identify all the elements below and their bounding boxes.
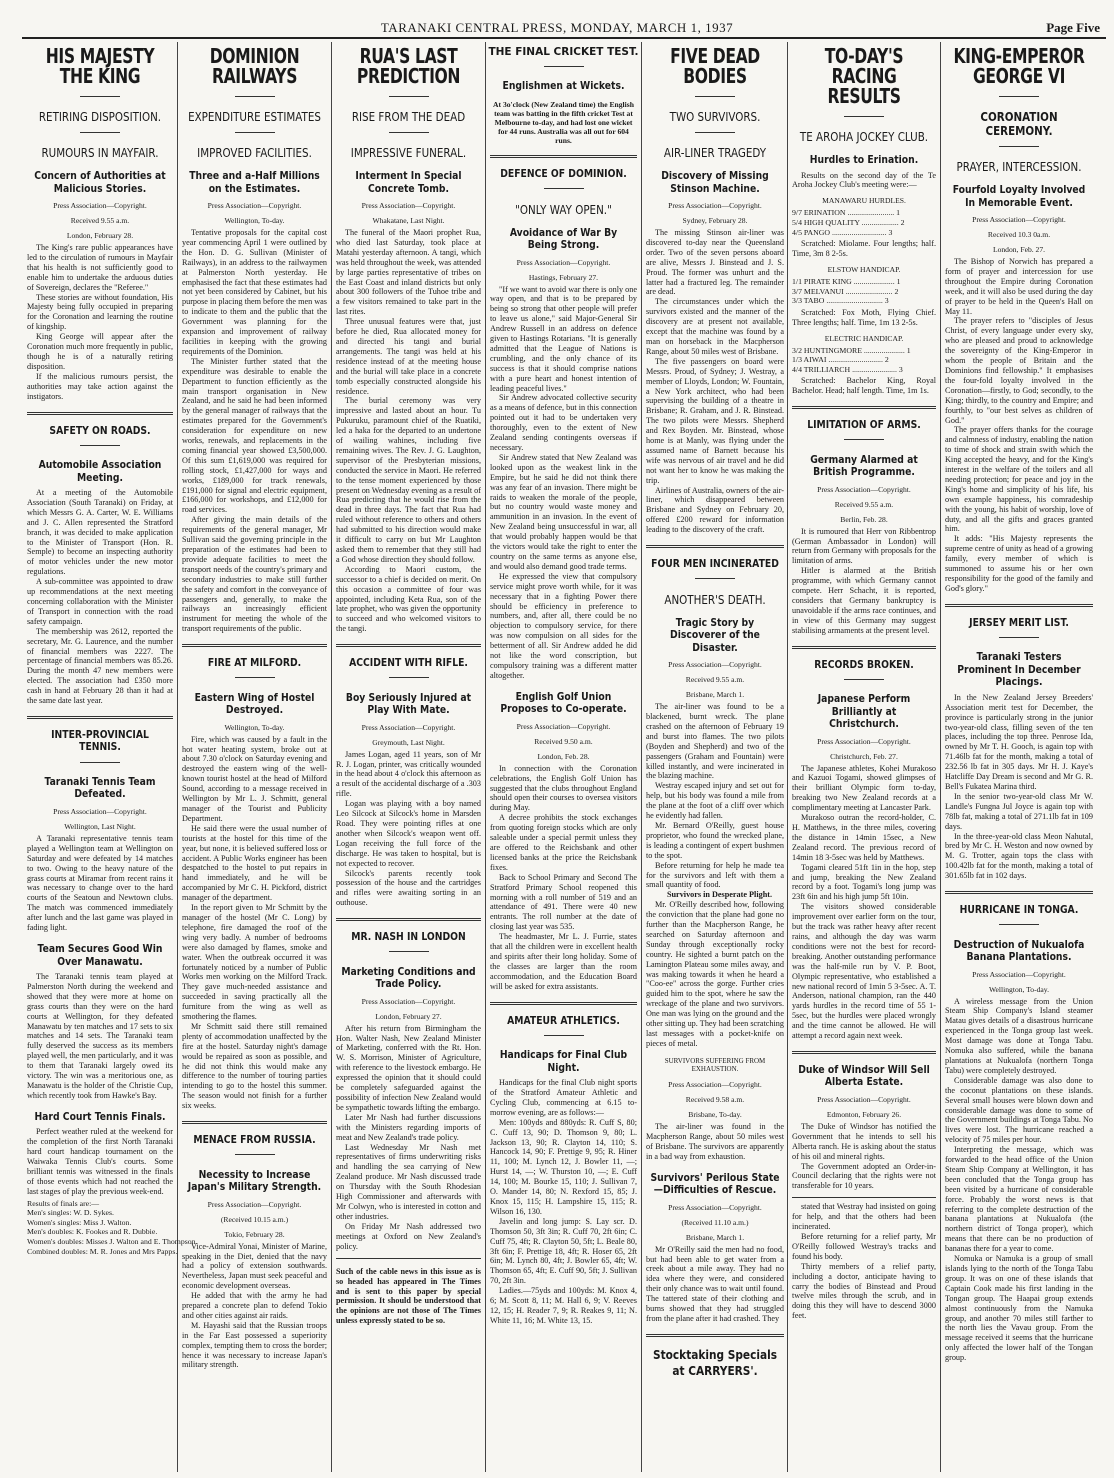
- column-7: [945, 42, 1093, 1472]
- paragraph: Sir Andrew advocated collective security as a means of defence, but in this connection pointed out it had to be undertaken very thoroughly, even to the extent of New Zealand sending contingents overseas if necessary.: [490, 393, 637, 452]
- headline: DEFENCE OF DOMINION.: [500, 168, 627, 180]
- divider: [182, 1151, 327, 1159]
- paragraph: Airlines of Australia, owners of the air-liner, which disappeared between Brisbane and Sydney on February 20, offered £200 reward for information leading to the discovery of the craft.: [646, 485, 784, 535]
- paragraph: He expressed the view that compulsory service might prove worth while, for it was necessary that in a fighting Power there should be efficiency in preference to numbers, and, after all, there could be no objection to compulsory service, for there was now compulsion on all sides for the betterment of all. Sir Andrew added he did not like the word conscription, but compulsory training was a different matter altogether.: [490, 571, 637, 680]
- byline: London, Feb. 28.: [537, 751, 590, 761]
- headline: THE FINAL CRICKET TEST.: [488, 46, 639, 58]
- paragraph: The Minister further stated that the expenditure was desirable to enable the Department to function efficiently as the main transport organisation in New Zealand, and he said he had been informed by the general manager of railways that the estimates prepared for the Government's consideration for expenditure on new works, renewals, and replacements in the coming financial year showed £3,500,000. Of this sum £1,619,000 was required for rolling stock, £1,427,000 for ways and works, £189,000 for track renewals, £191,000 for signal and electric equipment, £166,000 for workshops, and £12,000 for road services.: [182, 356, 327, 515]
- divider: [490, 62, 637, 70]
- byline: Press Association—Copyright.: [972, 215, 1066, 224]
- byline: Brisbane, March 1.: [685, 690, 745, 700]
- section-rule: [646, 545, 784, 548]
- column-5: [646, 42, 784, 1472]
- byline: Brisbane, March 1.: [685, 1232, 745, 1242]
- subheadline: Englishmen at Wickets.: [502, 79, 625, 92]
- paragraph: He added that with the army he had prepared a concrete plan to defend Tokio and other cities against air raids.: [182, 1291, 327, 1320]
- paragraph: The prayer refers to "disciples of Jesus Christ, of every language under every sky, who are pleased and proud to acknowledge the sovereignty of the King-Emperor in whom the people of Britain and the Dominions find fellowship." It emphasises the four-fold loyalty involved in the Coronation—firstly, to God; secondly, to the King; thirdly, to the country and Empire; and fourthly, to "our best selves as children of God.": [945, 316, 1093, 425]
- headline: DOMINION RAILWAYS: [209, 44, 300, 88]
- headline: MR. NASH IN LONDON: [351, 931, 466, 944]
- byline: Press Association—Copyright.: [361, 201, 456, 210]
- byline: Sydney, February 28.: [682, 216, 748, 225]
- section-rule: [27, 412, 173, 415]
- paragraph: Murakoso outran the record-holder, C. H. Matthews, in the three miles, covering the distance in 14min 15sec, a New Zealand record. The previous record of 14min 18 3-5sec was held by Matthews.: [792, 813, 936, 862]
- paragraph: Ladies.—75yds and 100yds: M. Knox 4, 6; M. Scott 8, 11; M. Hall 6, 9; V. Reeves 12, 15; H. Reader 7, 9; R. Reakes 9, 11; N. White 11, 16; M. White 13, 15.: [490, 1286, 637, 1325]
- crosshead: Survivors in Desperate Plight.: [666, 890, 773, 900]
- subheadline: Japanese Perform Brilliantly at Christchurch.: [817, 693, 911, 731]
- list-item: 3/7 MELVANUI ........................ 2: [792, 286, 899, 296]
- paragraph: According to Maori custom, the successor to a chief is decided on merit. On this occasion a committee of four was appointed, including Keta Rua, son of the late prophet, who was given the opportunity to succeed and who welcomed visitors to the tangi.: [336, 564, 481, 634]
- paragraph: Before returning for help he made tea for the survivors and left with them a small quantity of food.: [646, 860, 784, 890]
- divider: [646, 128, 784, 136]
- section-rule: [27, 716, 173, 719]
- divider: [336, 674, 481, 682]
- paragraph: James Logan, aged 11 years, son of Mr R. J. Logan, printer, was critically wounded in the head about 4 o'clock this afternoon as a result of the accidental discharge of a .303 rifle.: [336, 749, 481, 799]
- headline: MENACE FROM RUSSIA.: [193, 1134, 316, 1147]
- list-item: 3/3 TABO ............................. 3: [792, 296, 889, 306]
- paragraph: A sub-committee was appointed to draw up recommendations at the next meeting concerning collaboration with the Minister of Transport in connection with the road safety campaign.: [27, 577, 173, 626]
- masthead-title: TARANAKI CENTRAL PRESS, MONDAY, MARCH 1, 1937: [380, 20, 734, 35]
- subheadline: IMPROVED FACILITIES.: [197, 146, 312, 160]
- list-item: 5/4 HIGH QUALITY ................... 2: [792, 217, 905, 227]
- paragraph: King George will appear after the Coronation much more frequently in public, though he is of a naturally retiring disposition.: [27, 332, 173, 371]
- paragraph: On Friday Mr Nash addressed two meetings at Oxford on New Zealand's policy.: [336, 1221, 481, 1251]
- list-item: 3/2 HUNTINGMORE ..................... 1: [792, 345, 911, 355]
- headline: AMATEUR ATHLETICS.: [507, 1014, 620, 1027]
- divider: [27, 441, 173, 449]
- paragraph: At a meeting of the Automobile Association (South Taranaki) on Friday, at which Messrs G. A. Carter, W. E. Williams and J. C. Allen represented the Stratford branch, it was decided to make application to the Minister of Transport (Hon. R. Semple) to become an inspecting authority of motor vehicles under the new motor regulations.: [27, 488, 173, 577]
- paragraph: The Japanese athletes, Kohei Murakoso and Kazuoi Togami, showed glimpses of their brilliant Olympic form to-day, breaking two New Zealand records at a complimentary meeting at Lancaster Park.: [792, 763, 936, 813]
- page-number: Page Five: [1046, 20, 1100, 35]
- subheadline: TE AROHA JOCKEY CLUB.: [799, 130, 929, 144]
- byline: Berlin, Feb. 28.: [840, 514, 888, 524]
- list-item: 9/7 ERINATION ........................ 1: [792, 208, 901, 218]
- divider: [945, 142, 1093, 150]
- divider: [792, 112, 936, 120]
- paragraph: The missing Stinson air-liner was discovered to-day near the Queensland order. Two of the seven persons aboard are alive, Messrs J. Binstead and J. S. Proud. The former was unhurt and the latter had a fractured leg. The remainder are dead.: [646, 228, 784, 297]
- section-rule: [945, 891, 1093, 894]
- paragraph: The burial ceremony was very impressive and lasted about an hour. Tu Pukuruku, paramount chief of the Ruatiki, led a haka for the departed to an undertone of wailing wahines, including five remaining wives. The Rev. J. G. Laughton, supervisor of the Presbyterian missions, conducted the service in Maori. He referred to the tense moment experienced by those present on Wednesday evening as a result of Rua predicting that he would rise from the dead in three days. The fact that Rua had ruled without reference to others and others had submitted to his direction would make it difficult to carry on but Mr Laughton asked them to remember that they still had a God whose direction they should follow.: [336, 396, 481, 564]
- section-rule: [792, 406, 936, 409]
- divider: [945, 921, 1093, 929]
- paragraph: Considerable damage was also done to the coconut plantations on these islands. Several small houses were blown down and considerable damage was done to some of the Government buildings at Tonga Tabu. No lives were lost. The hurricane reached a velocity of 75 miles per hour.: [945, 1075, 1093, 1145]
- byline: Hastings, February 27.: [528, 272, 599, 282]
- column-rule: [787, 42, 788, 1472]
- paragraph: The five passengers on board were Messrs. Proud, of Sydney; J. Westray, a member of Lloyds, London; W. Fountain, a New York architect, who had been supervising the building of a theatre in Brisbane; R. Graham, and J. R. Binstead. The two pilots were Messrs. Shepherd and Rex Boyden. Mr. Binstead, whose home is at Manly, was flying under the assumed name of Barnett because his wife was nervous of air travel and he did not want her to know he was making the trip.: [646, 356, 784, 485]
- section-rule: [182, 644, 327, 647]
- subheadline: Eastern Wing of Hostel Destroyed.: [194, 691, 315, 717]
- paragraph: Tentative proposals for the capital cost year commencing April 1 were outlined by the Hon. D. G. Sullivan (Minister of Railways), in an address to the railwaymen at Palmerston North yesterday. He emphasised the fact that these estimates had not yet been considered by Cabinet, but his purpose in placing them before the men was to indicate to them and the public that the Government was planning for the expansion and improvement of railway facilities in keeping with the growing requirements of the Dominion.: [182, 228, 327, 356]
- paragraph: In the report given to Mr Schmitt by the manager of the hostel (Mr C. Long) by telephone, fire damaged the roof of the wing very badly. A number of bedrooms were also damaged by flames, smoke and water. When the outbreak occurred it was fortunately noticed by a number of Public Works men working on the Milford Track. They gave much-needed assistance and succeeded in saving practically all the furniture from the wing as well as smothering the flames.: [182, 903, 327, 1022]
- byline: (Received 11.10 a.m.): [681, 1217, 749, 1227]
- paragraph: Handicaps for the final Club night sports of the Stratford Amateur Athletic and Cycling Club, commencing at 6.15 to-morrow evening, are as follows:—: [490, 1078, 637, 1117]
- race-results: [792, 346, 936, 375]
- byline: London, February 28.: [66, 231, 134, 240]
- paragraph: The air-liner was found in the Macpherson Range, about 50 miles west of Brisbane. The survivors are apparently in a bad way from exhaustion.: [646, 1122, 784, 1161]
- divider: [646, 575, 784, 583]
- headline: RECORDS BROKEN.: [814, 658, 914, 671]
- list-item: Men's singles: W. D. Sykes.: [27, 1208, 114, 1218]
- paragraph: Silcock's parents recently took possession of the house and the cartridges and rifles were awaiting sorting in an outhouse.: [336, 868, 481, 908]
- paragraph: After his return from Birmingham the Hon. Walter Nash, New Zealand Minister of Marketing, conferred with the Rt. Hon. W. S. Morrison, Minister of Agriculture, with reference to the livestock embargo. He expressed the opinion that it should could be completely safeguarded against the possibility of infection New Zealand would be sympathetic towards lifting the embargo.: [336, 1023, 481, 1112]
- subheadline: Avoidance of War By Being Strong.: [509, 226, 618, 251]
- section-rule: [646, 1334, 784, 1337]
- section-rule: [336, 1258, 481, 1259]
- byline: Received 9.55 a.m.: [834, 499, 894, 509]
- paragraph: Back to School Primary and Second The Stratford Primary School reopened this morning with a roll number of 519 and an attendance of 491. There were 40 new entrants. The roll number at the date of closing last year was 535.: [490, 872, 637, 932]
- section-rule: [336, 644, 481, 647]
- paragraph: Mr O'Reilly said the men had no food, but had been able to get water from a creek about a mile away. They had no idea where they were, and considered their only chance was to wait until found. The tattered state of their clothing and burns showed that they had struggled from the plane after it had crashed. They: [646, 1244, 784, 1323]
- section-rule: [792, 646, 936, 649]
- byline: Christchurch, Feb. 27.: [830, 751, 898, 761]
- paragraph: It is rumoured that Herr von Ribbentrop (German Ambassador in London) will return from Germany with proposals for the limitation of arms.: [792, 526, 936, 566]
- paragraph: The funeral of the Maori prophet Rua, who died last Saturday, took place at Matahi yesterday afternoon. A tangi, which was held throughout the week, was attended by large parties representative of tribes on the East Coast and inland districts but only about 300 followers of the Tuhoe tribe and a few visitors remained to take part in the last rites.: [336, 228, 481, 317]
- byline: (Received 10.15 a.m.): [220, 1214, 289, 1224]
- subheadline: EXPENDITURE ESTIMATES: [188, 110, 321, 124]
- subheadline: Tragic Story by Discoverer of the Disaster.: [670, 616, 760, 654]
- paragraph: The air-liner was found to be a blackened, burnt wreck. The plane crashed on the afternoon of February 19 and burst into flames. The two pilots (Boyden and Shepherd) and two of the passengers (Graham and Fountain) were killed instantly, and were incinerated in the blazing machine.: [646, 702, 784, 781]
- column-1: [27, 42, 198, 1472]
- paragraph: In the senior two-year-old class Mr W. Landle's Fungna Jul Joyce is again top with 78lb fat, making a total of 271.1lb fat in 109 days.: [945, 791, 1093, 831]
- column-rule: [177, 42, 178, 1472]
- byline: Received 9.50 a.m.: [534, 736, 593, 746]
- section-rule: [490, 155, 637, 158]
- byline: Press Association—Copyright.: [361, 722, 456, 732]
- list-item: 1/1 PIRATE KING ..................... 1: [792, 276, 901, 286]
- subheadline: RUMOURS IN MAYFAIR.: [41, 146, 159, 160]
- divider: [336, 128, 481, 136]
- section-rule: [792, 1051, 936, 1054]
- subheadline: Boy Seriously Injured at Play With Mate.: [345, 691, 472, 717]
- column-3: [336, 42, 481, 1472]
- paragraph: After giving the main details of the requirements of the general manager, Mr Sullivan said the governing principle in the preparation of the estimates had been to provide adequate facilities to meet the transport needs of the country's primary and secondary industries to make still further the safety and comfort in the conveyance of passengers and, generally, to make the railways an increasingly efficient instrument for meeting the whole of the transport requirements of the public.: [182, 515, 327, 634]
- subheadline: Discovery of Missing Stinson Machine.: [661, 170, 769, 195]
- list-item: Men's doubles: K. Fookes and R. Dubbie.: [27, 1227, 158, 1237]
- list-item: Women's singles: Miss J. Walton.: [27, 1217, 132, 1227]
- headline: ACCIDENT WITH RIFLE.: [349, 657, 468, 670]
- list-item: Results of finals are:—: [27, 1198, 100, 1208]
- paragraph: It adds: "His Majesty represents the supreme centre of unity as head of a growing family, every member of which is summoned to assume his or her own responsibility for the good of the family and God's glory.": [945, 534, 1093, 593]
- paragraph: Thirty members of a relief party, including a doctor, anticipate having to carry the bodies of Binstead and Proud twelve miles through the scrub, and in doing this they will have to descend 3000 feet.: [792, 1261, 936, 1321]
- subheadline: Taranaki Testers Prominent In December Placings.: [957, 651, 1081, 689]
- byline: Press Association—Copyright.: [361, 996, 456, 1006]
- paragraph: These stories are without foundation, His Majesty being fully occupied in preparing for the Coronation and learning the routine of kingship.: [27, 292, 173, 332]
- column-4: [490, 42, 637, 1472]
- divider: [490, 1031, 637, 1039]
- subheadline: CORONATION CEREMONY.: [980, 110, 1058, 138]
- section-rule: [490, 1002, 637, 1005]
- paragraph: Scratched: Miolame. Four lengths; half. Time, 3m 8 2-5s.: [792, 239, 936, 258]
- paragraph: In connection with the Coronation celebrations, the English Golf Union has suggested that the clubs throughout England should open their courses to oversea visitors during May.: [490, 763, 637, 813]
- race-results: [792, 277, 936, 306]
- paragraph: A decree prohibits the stock exchanges from quoting foreign stocks which are only saleable under a special permit unless they are offered to the Reichsbank and other licensed banks at the price the Reichsbank fixes.: [490, 813, 637, 872]
- divider: [945, 92, 1093, 100]
- divider: [792, 675, 936, 683]
- paragraph: Mr. Bernard O'Reilly, guest house proprietor, who found the wrecked plane, is leading a contingent of expert bushmen to the spot.: [646, 820, 784, 860]
- paragraph: He said there were the usual number of tourists at the hostel for this time of the year, but none, it is believed suffered loss or accident. A Public Works engineer has been despatched to the hostel to put repairs in hand immediately, and he will be accompanied by Mr C. H. Pickford, district manager of the department.: [182, 823, 327, 903]
- list-item: Women's doubles: Misses J. Walton and E. Thompson.: [27, 1237, 198, 1246]
- subheadline: IMPRESSIVE FUNERAL.: [350, 146, 467, 160]
- paragraph: Scratched: Bachelor King, Royal Bachelor. Head; half length. Time, 1m 1s.: [792, 376, 936, 396]
- headline: INTER-PROVINCIAL TENNIS.: [51, 728, 149, 754]
- subheadline: Survivors' Perilous State—Difficulties of Rescue.: [650, 1171, 780, 1197]
- race-title: ELSTOW HANDICAP.: [827, 264, 901, 274]
- paragraph: The headmaster, Mr L. J. Furrie, states that all the children were in excellent health and spirits after their long holiday. Some of the classes are larger than the room accommodation, and the Education Board will be asked for extra assistants.: [490, 932, 637, 991]
- subheadline: TWO SURVIVORS.: [669, 110, 761, 124]
- byline: Press Association—Copyright.: [668, 660, 762, 670]
- paragraph: Results on the second day of the Te Aroha Jockey Club's meeting were:—: [792, 170, 936, 190]
- subheadline: Automobile Association Meeting.: [38, 459, 162, 484]
- byline: Press Association—Copyright.: [516, 721, 611, 731]
- list-item: Combined doubles: M. R. Jones and Mrs Papps.: [27, 1246, 178, 1256]
- headline: JERSEY MERIT LIST.: [969, 616, 1069, 629]
- headline: FOUR MEN INCINERATED: [651, 558, 779, 571]
- race-title: ELECTRIC HANDICAP.: [824, 333, 904, 343]
- byline: Press Association—Copyright.: [668, 1080, 762, 1089]
- byline: Wellington, To-day.: [224, 722, 285, 732]
- subheadline: Taranaki Tennis Team Defeated.: [44, 775, 156, 801]
- paragraph: The Government adopted an Order-in-Council declaring that the rights were not transferable for 10 years.: [792, 1161, 936, 1191]
- paragraph: Logan was playing with a boy named Leo Silcock at Silcock's home in Marsden Road. They were pointing rifles at one another when Silcock's weapon went off. Logan receiving the full force of the discharge. He was taken to hospital, but is not expected to recover.: [336, 799, 481, 868]
- byline: Press Association—Copyright.: [817, 1094, 911, 1104]
- byline: Press Association—Copyright.: [207, 1199, 302, 1209]
- subheadline: Concern of Authorities at Malicious Stories.: [34, 170, 166, 195]
- notice: Such of the cable news in this issue as is so headed has appeared in The Times and is sent to this paper by special permission. It should be understood that the opinions are not those of The Times unless expressly stated to be so.: [336, 1266, 481, 1326]
- headline: RUA'S LAST PREDICTION: [356, 44, 461, 88]
- byline: Press Association—Copyright.: [817, 736, 911, 746]
- paragraph: Mr Schmitt said there still remained plenty of accommodation unaffected by the fire at the hostel. Saturday night's damage would be repaired as soon as possible, and he did not think this would make any difference to the number of touring parties intending to go to the hostel this summer. The season would not finish for a further six weeks.: [182, 1021, 327, 1111]
- byline: Press Association—Copyright.: [668, 201, 762, 210]
- paragraph: Before returning for a relief party, Mr O'Reilly followed Westray's tracks and found his body.: [792, 1232, 936, 1261]
- subheadline: AIR-LINER TRAGEDY: [663, 146, 767, 160]
- paragraph: In the three-year-old class Meon Nahutal, bred by Mr C. H. Weston and now owned by M. G. Trotter, again tops the class with 100.42lb fat for the month, making a total of 301.65lb fat in 102 days.: [945, 831, 1093, 881]
- divider: [27, 758, 173, 766]
- subheadline: Interment In Special Concrete Tomb.: [355, 170, 462, 195]
- column-rule: [641, 42, 642, 1472]
- advertisement-headline: Stocktaking Specials at CARRYERS'.: [653, 1347, 777, 1378]
- masthead-rule: [22, 37, 1106, 39]
- divider: [336, 92, 481, 100]
- subheadline: "ONLY WAY OPEN.": [515, 202, 612, 217]
- race-results: [792, 208, 936, 237]
- paragraph: Vice-Admiral Yonai, Minister of Marine, speaking in the Diet, denied that the navy had a policy of extension southwards. Nevertheless, Japan must seek peaceful and economic development overseas.: [182, 1241, 327, 1291]
- paragraph: The visitors showed considerable improvement over earlier form on the tour, but the track was rather heavy after recent rains, and although the day was warm conditions were not the best for record-breaking. Another outstanding performance was the half-mile run by V. P. Boot, Olympic representative, who established a new national record of 1min 5 3-5sec. A. T. Anderson, national champion, ran the 440 yards hurdles in the record time of 55 1-5sec, but the hurdles were placed wrongly and the time cannot be allowed. He will attempt a record again next week.: [792, 902, 936, 1041]
- list-item: 4/5 PANGO ............................ 3: [792, 227, 893, 237]
- paragraph: Three unusual features were that, just before he died, Rua allocated money for and directed his tangi and burial arrangements. The tangi was held at his residence instead of at the meeting house and the burial will take place in a concrete tomb especially constructed alongside his residence.: [336, 317, 481, 396]
- subheadline: Handicaps for Final Club Night.: [499, 1049, 628, 1074]
- masthead: [0, 0, 1114, 40]
- headline: HIS MAJESTY THE KING: [45, 44, 155, 88]
- section-rule: [182, 1121, 327, 1124]
- byline: Wellington, To-day.: [988, 984, 1050, 994]
- paragraph: Javelin and long jump: S. Lay scr. D. Thomson 50, 3ft 3in; R. Cuff 70, 2ft 6in; C. Cuff 75, 4ft; R. Clayton 50, 5ft; L. Beale 80, 3ft 6in; F. Prettige 18, 4ft; R. Hoser 65, 2ft 6in; M. Lynch 80, 4ft; J. Bowler 65, 4ft; W. Thomson 65, 4ft; E. Cuff 90, 5ft; J. Sullivan 70, 2ft 3in.: [490, 1216, 637, 1286]
- subheadline: RISE FROM THE DEAD: [351, 110, 466, 124]
- headline: HURRICANE IN TONGA.: [959, 904, 1079, 917]
- subheadline: ANOTHER'S DEATH.: [664, 592, 766, 607]
- subheadline: Germany Alarmed at British Programme.: [810, 453, 918, 479]
- divider: [27, 128, 173, 136]
- byline: Tokio, February 28.: [224, 1229, 285, 1239]
- paragraph: Last Wednesday Mr Nash met representatives of firms underwriting risks and handling the sea carrying of New Zealand produce. Mr Nash discussed trade on Thursday with the South Rhodesian High Commissioner and afterwards with Mr Colwyn, who is interested in cotton and other industries.: [336, 1142, 481, 1221]
- paragraph: Mr. O'Reilly described how, following the conviction that the plane had gone no further than the Macpherson Range, he searched on Saturday afternoon and Sunday through exceptionally rocky country. He sighted a burnt patch on the Lamington Plateau some miles away, and was making towards it when he heard a "Coo-ee" across the gorge. Further cries guided him to the spot, where he saw the wreckage of the plane and two survivors. One man was lying on the ground and the other sitting up. They had been scratching last messages with a pocket-knife on pieces of metal.: [646, 900, 784, 1048]
- paragraph: The Taranaki tennis team played at Palmerston North during the weekend and showed that they were more at home on grass courts than they were on the hard courts at Wellington, for they defeated Manawatu by ten matches and 17 sets to six matches and 14 sets. The Taranaki team fully deserved the success as its members played well, the men particularly, and it was to them that Taranaki largely owed its victory. The win was a meritorious one, as Manawatu is the holder of the Christie Cup, which recently took from Hawke's Bay.: [27, 972, 173, 1100]
- subheadline: Three and a-Half Millions on the Estimates.: [189, 170, 320, 195]
- divider: [792, 436, 936, 444]
- paragraph: A Taranaki representative tennis team played a Wellington team at Wellington on Saturday and were defeated by 14 matches to two. Owing to the heavy nature of the grass courts at Miramar from recent rains it was necessary to change over to the hard courts of the Seatoun and Newtown clubs. The match was commenced immediately after lunch and the last game was played in fading light.: [27, 833, 173, 933]
- headline: TO-DAY'S RACING RESULTS: [824, 44, 904, 108]
- divider: [646, 92, 784, 100]
- list-item: 1/3 AIWAI ............................ 2: [792, 355, 889, 365]
- byline: Press Association—Copyright.: [972, 969, 1066, 979]
- list-item: 4/4 TRILLIARCH ....................... 3: [792, 364, 903, 374]
- paragraph: Hitler is alarmed at the British programme, with which Germany cannot compete. Herr Schacht, it is reported, considers that Germany bankruptcy is unavoidable if the arms race continues, and in view of this Germany may suggest stabilising armaments at the present level.: [792, 566, 936, 635]
- byline: Press Association—Copyright.: [207, 201, 302, 210]
- paragraph: Later Mr Nash had further discussions with the Ministers regarding imports of meat and New Zealand's trade policy.: [336, 1112, 481, 1142]
- byline: Greymouth, Last Night.: [372, 737, 445, 747]
- paragraph: Westray escaped injury and set out for help, but his body was found a mile from the plane at the foot of a cliff over which he evidently had fallen.: [646, 781, 784, 821]
- byline: Press Association—Copyright.: [516, 257, 611, 267]
- byline: Press Association—Copyright.: [668, 1202, 762, 1212]
- headline: SAFETY ON ROADS.: [49, 424, 151, 437]
- section-rule: [336, 918, 481, 921]
- byline: Edmonton, February 26.: [826, 1109, 902, 1119]
- paragraph: The Bishop of Norwich has prepared a form of prayer and intercession for use throughout the Empire during Coronation week, and it will also be used during the day of prayer to be held in the Queen's Hall on May 11.: [945, 257, 1093, 316]
- paragraph: Sir Andrew stated that New Zealand was looked upon as the weakest link in the Empire, but he said he did not think there was any fear of an invasion. There might be raids to weaken the morale of the people, but no country would waste money and ammunition in an invasion. In the event of New Zealand being unsuccessful in war, all that would probably happen would be that the victors would take the right to enter the country on the same terms as anyone else, and would also demand good trade terms.: [490, 452, 637, 571]
- results-list: [27, 1198, 198, 1257]
- race-title: MANAWARU HURDLES.: [822, 196, 906, 206]
- divider: [182, 92, 327, 100]
- byline: London, February 27.: [375, 1011, 442, 1021]
- paragraph: Scratched: Fox Moth, Flying Chief. Three lengths; half. Time, 1m 13 2-5s.: [792, 307, 936, 327]
- byline: Wellington, To-day.: [224, 216, 285, 225]
- subheadline: RETIRING DISPOSITION.: [38, 110, 162, 124]
- subheadline: Team Secures Good Win Over Manawatu.: [37, 943, 163, 968]
- subheadline: SURVIVORS SUFFERING FROM EXHAUSTION.: [664, 1056, 766, 1074]
- headline: FIVE DEAD BODIES: [670, 44, 760, 88]
- subheadline: Destruction of Nukualofa Banana Plantations.: [953, 938, 1085, 964]
- column-rule: [331, 42, 332, 1472]
- column-rule: [485, 42, 486, 1472]
- divider: [336, 948, 481, 956]
- paragraph: stated that Westray had insisted on going for help, and that the others had been incinerated.: [792, 1202, 936, 1232]
- byline: Brisbane, To-day.: [688, 1110, 742, 1119]
- byline: Press Association—Copyright.: [53, 806, 147, 816]
- byline: Received 9.58 a.m.: [685, 1095, 745, 1104]
- paragraph: The prayer offers thanks for the courage and calmness of industry, enabling the nation to time of shock and strain swith which the King accepted the heavy, and for the King's interest in the welfare of the toilers and all needing protection; for peace and joy in the King's home and simplicity of his life, his own example happiness, his comradeship with the young, his habit of worship, love of duty, and all the gifts and graces granted him.: [945, 425, 1093, 534]
- column-rule: [940, 42, 941, 1472]
- paragraph: Togami cleared 51ft 1in in the hop, step and jump, breaking the New Zealand record by a foot. Togami's long jump was 23ft 6in and his high jump 5ft 10in.: [792, 862, 936, 902]
- byline: Received 10.3 0a.m.: [987, 230, 1051, 239]
- paragraph: Interpreting the message, which was forwarded to the head office of the Union Steam Ship Company at Wellington, it has been concluded that the Tonga group has been visited by a hurricane of considerable force. Probably the worst news is that referring to the complete destruction of the banana plantations at Nukualofa (the northern district of Tonga proper), which means that there can be no production of bananas there for a year to come.: [945, 1145, 1093, 1254]
- stop-press: At 3o'clock (New Zealand time) the English team was batting in the fifth cricket Test at Melbourne to-day, and had lost one wicket for 44 runs. Australia was all out for 604 runs.: [493, 100, 634, 145]
- column-2: [182, 42, 327, 1472]
- paragraph: Perfect weather ruled at the weekend for the completion of the first North Taranaki hard court handicap tournament on the Waiwaka Tennis Club's courts. Some brilliant tennis was witnessed in the finals of those events which had not reached the last stages of play the previous week-end.: [27, 1127, 173, 1196]
- paragraph: A wireless message from the Union Steam Ship Company's Island steamer Matau gives details of a disastrous hurricane experienced in the Tonga group last week. Most damage was done at Tonga Tabu. Nomuka also suffered, while the banana plantations at Nukualofa (northern Tonga Tabu) were completely destroyed.: [945, 996, 1093, 1075]
- paragraph: If the malicious rumours persist, the authorities may take action against the instigators.: [27, 371, 173, 401]
- divider: [490, 185, 637, 193]
- paragraph: In the New Zealand Jersey Breeders' Association merit test for December, the province is particularly strong in the junior two-year-old class, filling seven of the ten places, including the top three. Penrose Ida, owned by Mr T. H. Gooch, is again top with 71.46lb fat for the month, making a total of 232.56 lb fat in 305 days. Mr H. J. Kaye's Hatcliffe Day Dream is second and Mr G. R. Bell's Fukatea Marina third.: [945, 692, 1093, 791]
- divider: [182, 128, 327, 136]
- headline: LIMITATION OF ARMS.: [807, 419, 921, 432]
- byline: Received 9.55 a.m.: [70, 216, 130, 225]
- byline: Whakatane, Last Night.: [372, 216, 445, 225]
- divider: [27, 92, 173, 100]
- paragraph: The Duke of Windsor has notified the Government that he intends to sell his Alberta ranch. He is asking about the status of his oil and mineral rights.: [792, 1121, 936, 1161]
- paragraph: M. Hayashi said that the Russian troops in the Far East possessed a superiority complex, tempting them to cross the border; hence it was necessary to increase Japan's military strength.: [182, 1320, 327, 1370]
- byline: Press Association—Copyright.: [817, 484, 911, 494]
- headline: Duke of Windsor Will Sell Alberta Estate.: [798, 1063, 930, 1089]
- headline: FIRE AT MILFORD.: [207, 657, 302, 670]
- paragraph: The membership was 2612, reported the secretary, Mr. G. Laurence, and the number of financial members was 2227. The percentage of financial members was 85.26. During the month 47 new members were elected. The association had £350 more cash in hand at February 28 than it had at the same date last year.: [27, 626, 173, 706]
- divider: [945, 633, 1093, 641]
- subheadline: Hurdles to Erination.: [809, 154, 919, 166]
- subheadline: English Golf Union Proposes to Co-operate.: [500, 690, 627, 716]
- paragraph: Fire, which was caused by a fault in the hot water heating system, broke out at about 7.30 o'clock on Saturday evening and destroyed the eastern wing of the well-known tourist hostel at the head of Milford Sound, according to a message received in Wellington by Mr L. J. Schmitt, general manager of the Tourist and Publicity Department.: [182, 734, 327, 823]
- byline: Received 9.55 a.m.: [685, 675, 745, 685]
- divider: [182, 674, 327, 682]
- subheadline: Marketing Conditions and Trade Policy.: [341, 965, 476, 991]
- byline: Wellington, Last Night.: [64, 821, 136, 831]
- subheadline: Hard Court Tennis Finals.: [34, 1110, 166, 1123]
- column-6: [792, 42, 936, 1472]
- subheadline: PRAYER, INTERCESSION.: [956, 160, 1082, 174]
- paragraph: The circumstances under which the survivors existed and the manner of the discovery are at present not available, except that the machine was found by a man on horseback in the Macpherson Range, about 50 miles west of Brisbane.: [646, 297, 784, 356]
- paragraph: "If we want to avoid war there is only one way open, and that is to be prepared by being so strong that other people will prefer to leave us alone," said Major-General Sir Andrew Russell in an address on defence given to Hastings Rotarians. "It is generally admitted that the League of Nations is crumbling, and the only chance of its success is that it should comprise nations with a pure heart and honest intention of leading peaceful lives.": [490, 284, 637, 393]
- section-rule: [792, 1197, 936, 1198]
- paragraph: The King's rare public appearances have led to the circulation of rumours in Mayfair that his health is not sufficiently good to enable him to undertake the arduous duties of Sovereign, declares the "Referee.": [27, 243, 173, 292]
- subheadline: Fourfold Loyalty Involved In Memorable Event.: [952, 184, 1086, 209]
- section-rule: [945, 604, 1093, 607]
- paragraph: Men: 100yds and 880yds: R. Cuff S, 80; C. Cuff 13, 90; D. Thomson 9, 80; L. Jackson 13, 90; R. Clayton 14, 110; S. Hancock 14, 90; F. Prettige 9, 95; R. Hiner 11, 100; M. Lynch 12, J. Bowler 11, —; Hurst 14, —; W. Thurston 10, —; E. Cuff 14, 100; M. Bourke 15, 110; J. Sullivan 7, O. Mander 14, 80; N. Rexford 15, 85; J. Knox 15, 115; H. Lampshire 15, 115; R. Wilson 16, 130.: [490, 1117, 637, 1216]
- byline: London, Feb. 27.: [992, 245, 1046, 254]
- subheadline: Necessity to Increase Japan's Military Strength.: [187, 1168, 322, 1194]
- headline: KING-EMPEROR GEORGE VI: [953, 44, 1085, 88]
- paragraph: Nomuka or Namuka is a group of small islands lying to the north of the Tonga Tabu group. It was on one of these islands that Captain Cook made his first landing in the Tongan group. The Haapai group extends almost continuously from the Namuka group, and another 70 miles still farther to the north lies the Vavau group. From the message received it seems that the hurricane only affected the lower half of the Tongan group.: [945, 1254, 1093, 1363]
- byline: Press Association—Copyright.: [53, 201, 147, 210]
